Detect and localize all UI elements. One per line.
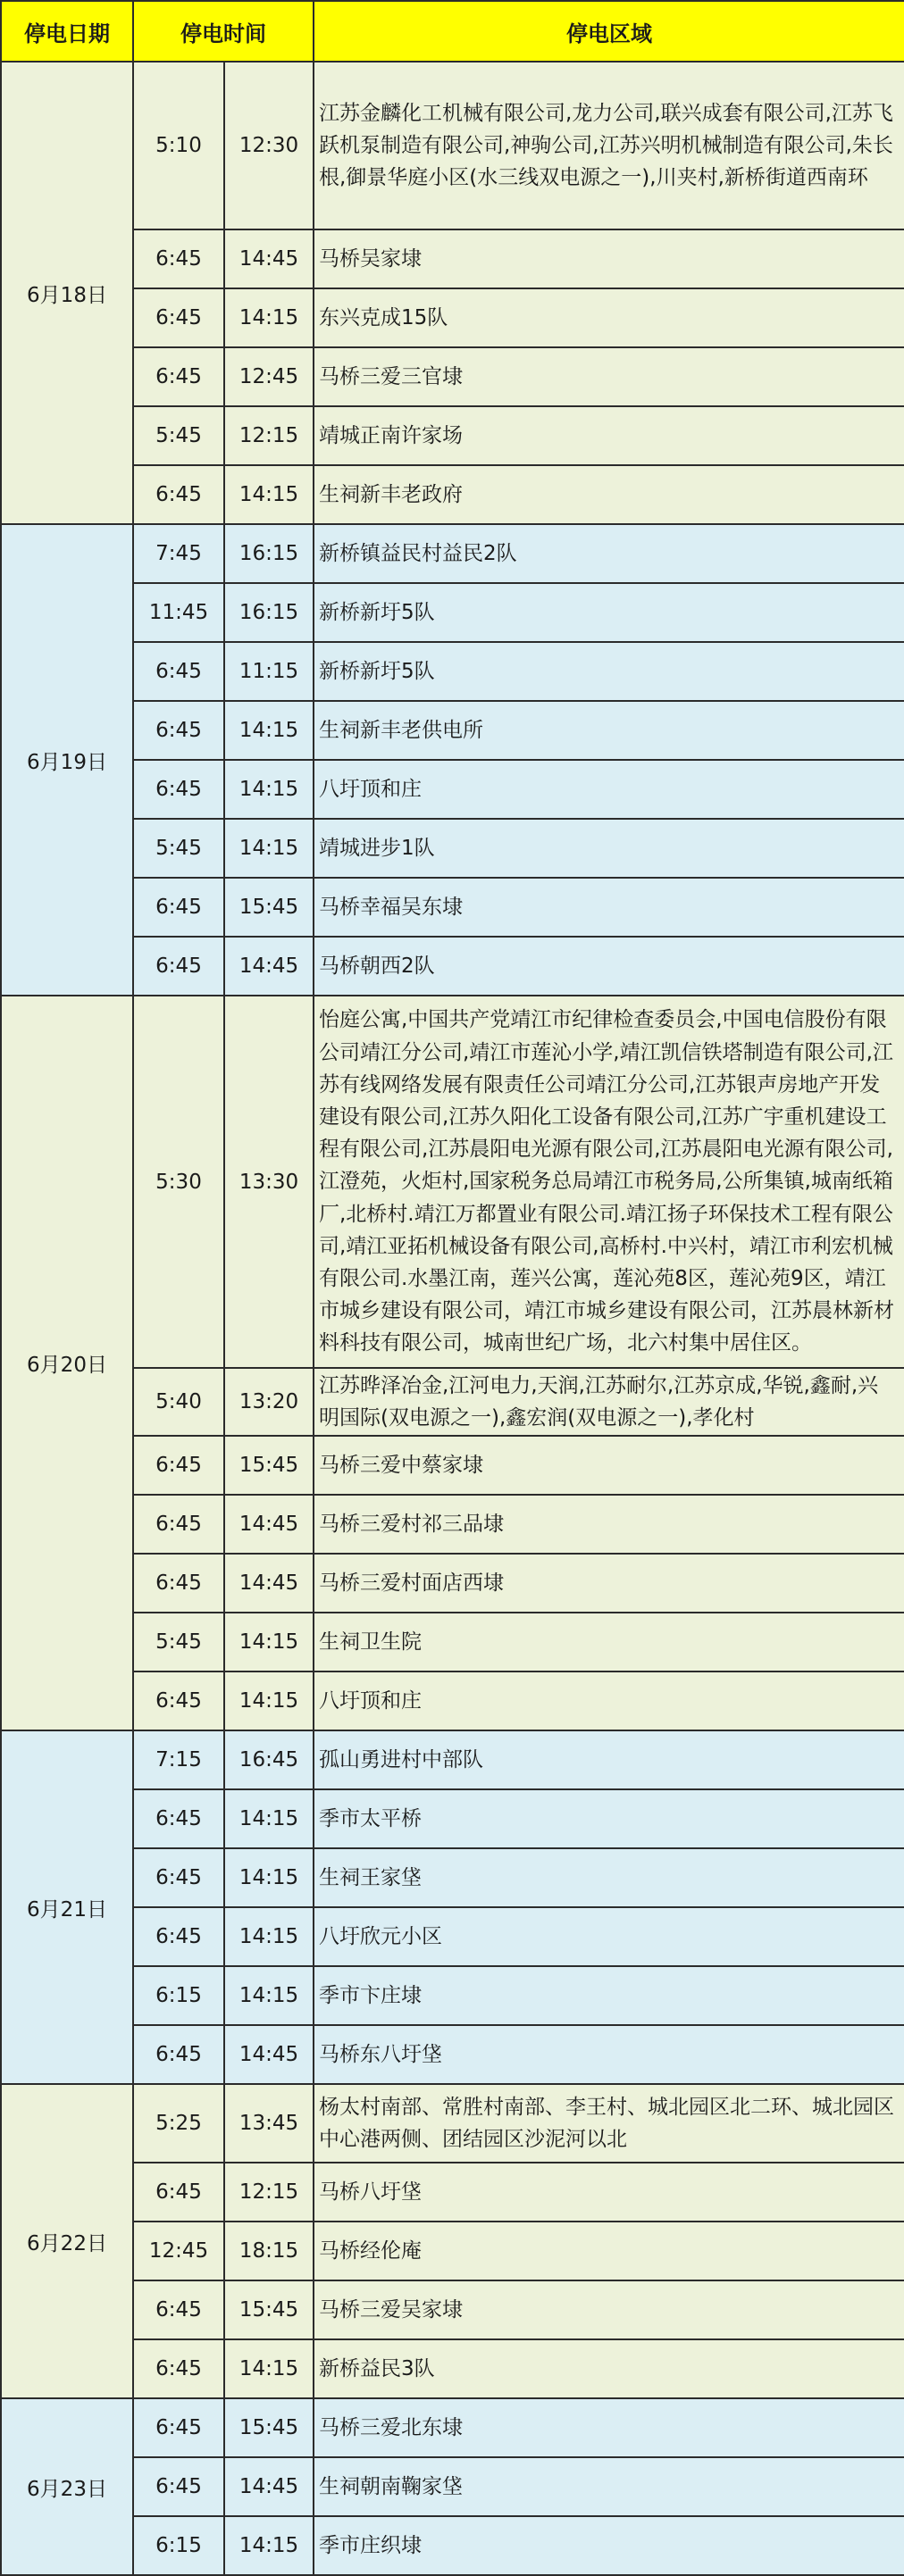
outage-area: 生祠卫生院 <box>314 1613 904 1671</box>
start-time: 5:25 <box>133 2084 224 2163</box>
outage-area: 新桥益民3队 <box>314 2339 904 2398</box>
end-time: 13:20 <box>224 1368 314 1436</box>
start-time: 6:45 <box>133 1436 224 1495</box>
end-time: 14:15 <box>224 1907 314 1966</box>
end-time: 14:45 <box>224 1495 314 1554</box>
outage-area: 孤山勇进村中部队 <box>314 1730 904 1789</box>
outage-area: 季市庄织埭 <box>314 2516 904 2575</box>
outage-area: 马桥吴家埭 <box>314 229 904 288</box>
table-row <box>1 1436 904 1495</box>
table-header-row <box>1 1 904 62</box>
header-time: 停电时间 <box>133 1 314 62</box>
end-time: 15:45 <box>224 2398 314 2457</box>
table-row <box>1 1554 904 1613</box>
start-time: 5:45 <box>133 406 224 465</box>
end-time: 15:45 <box>224 2280 314 2339</box>
table-row <box>1 2163 904 2222</box>
table-row <box>1 996 904 1368</box>
end-time: 14:15 <box>224 1966 314 2025</box>
outage-area: 季市卞庄埭 <box>314 1966 904 2025</box>
table-row <box>1 1789 904 1848</box>
end-time: 11:15 <box>224 642 314 701</box>
table-row <box>1 2280 904 2339</box>
table-row <box>1 1613 904 1671</box>
outage-date: 6月18日 <box>1 62 133 524</box>
outage-area: 靖城进步1队 <box>314 819 904 878</box>
end-time: 14:15 <box>224 1789 314 1848</box>
table-row <box>1 819 904 878</box>
table-row <box>1 642 904 701</box>
table-row <box>1 2222 904 2280</box>
outage-area: 生祠新丰老供电所 <box>314 701 904 760</box>
outage-area: 生祠新丰老政府 <box>314 465 904 524</box>
outage-area: 马桥朝西2队 <box>314 937 904 996</box>
outage-area: 八圩顶和庄 <box>314 760 904 819</box>
end-time: 14:15 <box>224 701 314 760</box>
outage-area: 杨太村南部、常胜村南部、李王村、城北园区北二环、城北园区中心港两侧、团结园区沙泥河以北 <box>314 2084 904 2163</box>
outage-area: 马桥三爱北东埭 <box>314 2398 904 2457</box>
table-row <box>1 1966 904 2025</box>
outage-area: 马桥三爱中蔡家埭 <box>314 1436 904 1495</box>
start-time: 6:15 <box>133 1966 224 2025</box>
outage-area: 新桥新圩5队 <box>314 583 904 642</box>
start-time: 6:45 <box>133 1907 224 1966</box>
end-time: 16:15 <box>224 524 314 583</box>
outage-area: 新桥新圩5队 <box>314 642 904 701</box>
end-time: 14:15 <box>224 760 314 819</box>
outage-date: 6月19日 <box>1 524 133 996</box>
end-time: 12:15 <box>224 406 314 465</box>
table-row <box>1 760 904 819</box>
start-time: 6:45 <box>133 1554 224 1613</box>
outage-area: 东兴克成15队 <box>314 288 904 347</box>
table-row <box>1 524 904 583</box>
end-time: 12:15 <box>224 2163 314 2222</box>
start-time: 12:45 <box>133 2222 224 2280</box>
outage-date: 6月21日 <box>1 1730 133 2084</box>
table-row <box>1 2398 904 2457</box>
start-time: 6:45 <box>133 1495 224 1554</box>
outage-area: 马桥三爱村面店西埭 <box>314 1554 904 1613</box>
end-time: 14:15 <box>224 288 314 347</box>
start-time: 5:10 <box>133 62 224 229</box>
start-time: 6:45 <box>133 347 224 406</box>
table-row <box>1 937 904 996</box>
end-time: 14:15 <box>224 2516 314 2575</box>
end-time: 14:15 <box>224 1848 314 1907</box>
end-time: 16:45 <box>224 1730 314 1789</box>
end-time: 14:15 <box>224 465 314 524</box>
start-time: 6:45 <box>133 465 224 524</box>
outage-area: 马桥东八圩垡 <box>314 2025 904 2084</box>
outage-area: 八圩顶和庄 <box>314 1671 904 1730</box>
end-time: 13:45 <box>224 2084 314 2163</box>
start-time: 6:45 <box>133 937 224 996</box>
start-time: 6:45 <box>133 878 224 937</box>
start-time: 7:15 <box>133 1730 224 1789</box>
start-time: 6:15 <box>133 2516 224 2575</box>
table-row <box>1 1368 904 1436</box>
start-time: 5:30 <box>133 996 224 1368</box>
outage-area: 马桥经伦庵 <box>314 2222 904 2280</box>
outage-area: 马桥八圩垡 <box>314 2163 904 2222</box>
table-row <box>1 1848 904 1907</box>
outage-date: 6月20日 <box>1 996 133 1730</box>
table-row <box>1 1907 904 1966</box>
end-time: 14:15 <box>224 1671 314 1730</box>
end-time: 14:45 <box>224 229 314 288</box>
table-row <box>1 1495 904 1554</box>
start-time: 6:45 <box>133 1789 224 1848</box>
outage-area: 马桥幸福吴东埭 <box>314 878 904 937</box>
end-time: 14:45 <box>224 2457 314 2516</box>
start-time: 6:45 <box>133 2163 224 2222</box>
header-area: 停电区域 <box>314 1 904 62</box>
table-row <box>1 1730 904 1789</box>
outage-area: 生祠朝南鞠家垡 <box>314 2457 904 2516</box>
end-time: 14:15 <box>224 2339 314 2398</box>
start-time: 5:45 <box>133 1613 224 1671</box>
table-row <box>1 583 904 642</box>
end-time: 14:45 <box>224 1554 314 1613</box>
outage-area: 怡庭公寓,中国共产党靖江市纪律检查委员会,中国电信股份有限公司靖江分公司,靖江市莲沁小学,靖江凯信铁塔制造有限公司,江苏有线网络发展有限责任公司靖江分公司,江苏银声房地产开发建设有限公司,江苏久阳化工设备有限公司,江苏广宇重机建设工程有限公司,江苏晨阳电光源有限公司,江苏晨阳电光源有限公司,江澄苑，火炬村,国家税务总局靖江市税务局,公所集镇,城南纸箱厂,北桥村.靖江万都置业有限公司.靖江扬子环保技术工程有限公司,靖江亚拓机械设备有限公司,高桥村.中兴村，靖江市利宏机械有限公司.水墨江南，莲兴公寓，莲沁苑8区，莲沁苑9区，靖江市城乡建设有限公司，靖江市城乡建设有限公司，江苏晨林新材料科技有限公司，城南世纪广场，北六村集中居住区。 <box>314 996 904 1368</box>
start-time: 6:45 <box>133 1671 224 1730</box>
table-row <box>1 62 904 229</box>
outage-area: 新桥镇益民村益民2队 <box>314 524 904 583</box>
start-time: 5:40 <box>133 1368 224 1436</box>
outage-area: 八圩欣元小区 <box>314 1907 904 1966</box>
end-time: 13:30 <box>224 996 314 1368</box>
table-row <box>1 1671 904 1730</box>
table-row <box>1 2339 904 2398</box>
outage-area: 生祠王家垡 <box>314 1848 904 1907</box>
start-time: 5:45 <box>133 819 224 878</box>
table-row <box>1 2084 904 2163</box>
outage-area: 季市太平桥 <box>314 1789 904 1848</box>
table-body <box>1 62 904 2575</box>
end-time: 12:30 <box>224 62 314 229</box>
table-row <box>1 2025 904 2084</box>
header-date: 停电日期 <box>1 1 133 62</box>
start-time: 6:45 <box>133 2280 224 2339</box>
table-row <box>1 347 904 406</box>
end-time: 14:45 <box>224 937 314 996</box>
start-time: 7:45 <box>133 524 224 583</box>
table-row <box>1 701 904 760</box>
outage-area: 江苏晔泽冶金,江河电力,天润,江苏耐尔,江苏京成,华锐,鑫耐,兴明国际(双电源之一),鑫宏润(双电源之一),孝化村 <box>314 1368 904 1436</box>
start-time: 6:45 <box>133 642 224 701</box>
start-time: 6:45 <box>133 2457 224 2516</box>
start-time: 6:45 <box>133 229 224 288</box>
start-time: 11:45 <box>133 583 224 642</box>
end-time: 16:15 <box>224 583 314 642</box>
start-time: 6:45 <box>133 760 224 819</box>
end-time: 15:45 <box>224 878 314 937</box>
table-row <box>1 878 904 937</box>
outage-date: 6月22日 <box>1 2084 133 2398</box>
outage-area: 江苏金麟化工机械有限公司,龙力公司,联兴成套有限公司,江苏飞跃机泵制造有限公司,神驹公司,江苏兴明机械制造有限公司,朱长根,御景华庭小区(水三线双电源之一),川夹村,新桥街道西南环 <box>314 62 904 229</box>
table-row <box>1 465 904 524</box>
start-time: 6:45 <box>133 2339 224 2398</box>
end-time: 18:15 <box>224 2222 314 2280</box>
table-row <box>1 229 904 288</box>
end-time: 15:45 <box>224 1436 314 1495</box>
end-time: 14:15 <box>224 819 314 878</box>
outage-date: 6月23日 <box>1 2398 133 2575</box>
table-row <box>1 2516 904 2575</box>
outage-area: 马桥三爱三官埭 <box>314 347 904 406</box>
outage-area: 马桥三爱村祁三品埭 <box>314 1495 904 1554</box>
start-time: 6:45 <box>133 2398 224 2457</box>
end-time: 14:45 <box>224 2025 314 2084</box>
start-time: 6:45 <box>133 288 224 347</box>
end-time: 12:45 <box>224 347 314 406</box>
table-row <box>1 406 904 465</box>
outage-area: 靖城正南许家场 <box>314 406 904 465</box>
start-time: 6:45 <box>133 1848 224 1907</box>
end-time: 14:15 <box>224 1613 314 1671</box>
start-time: 6:45 <box>133 701 224 760</box>
table-row <box>1 2457 904 2516</box>
outage-area: 马桥三爱吴家埭 <box>314 2280 904 2339</box>
start-time: 6:45 <box>133 2025 224 2084</box>
table-row <box>1 288 904 347</box>
